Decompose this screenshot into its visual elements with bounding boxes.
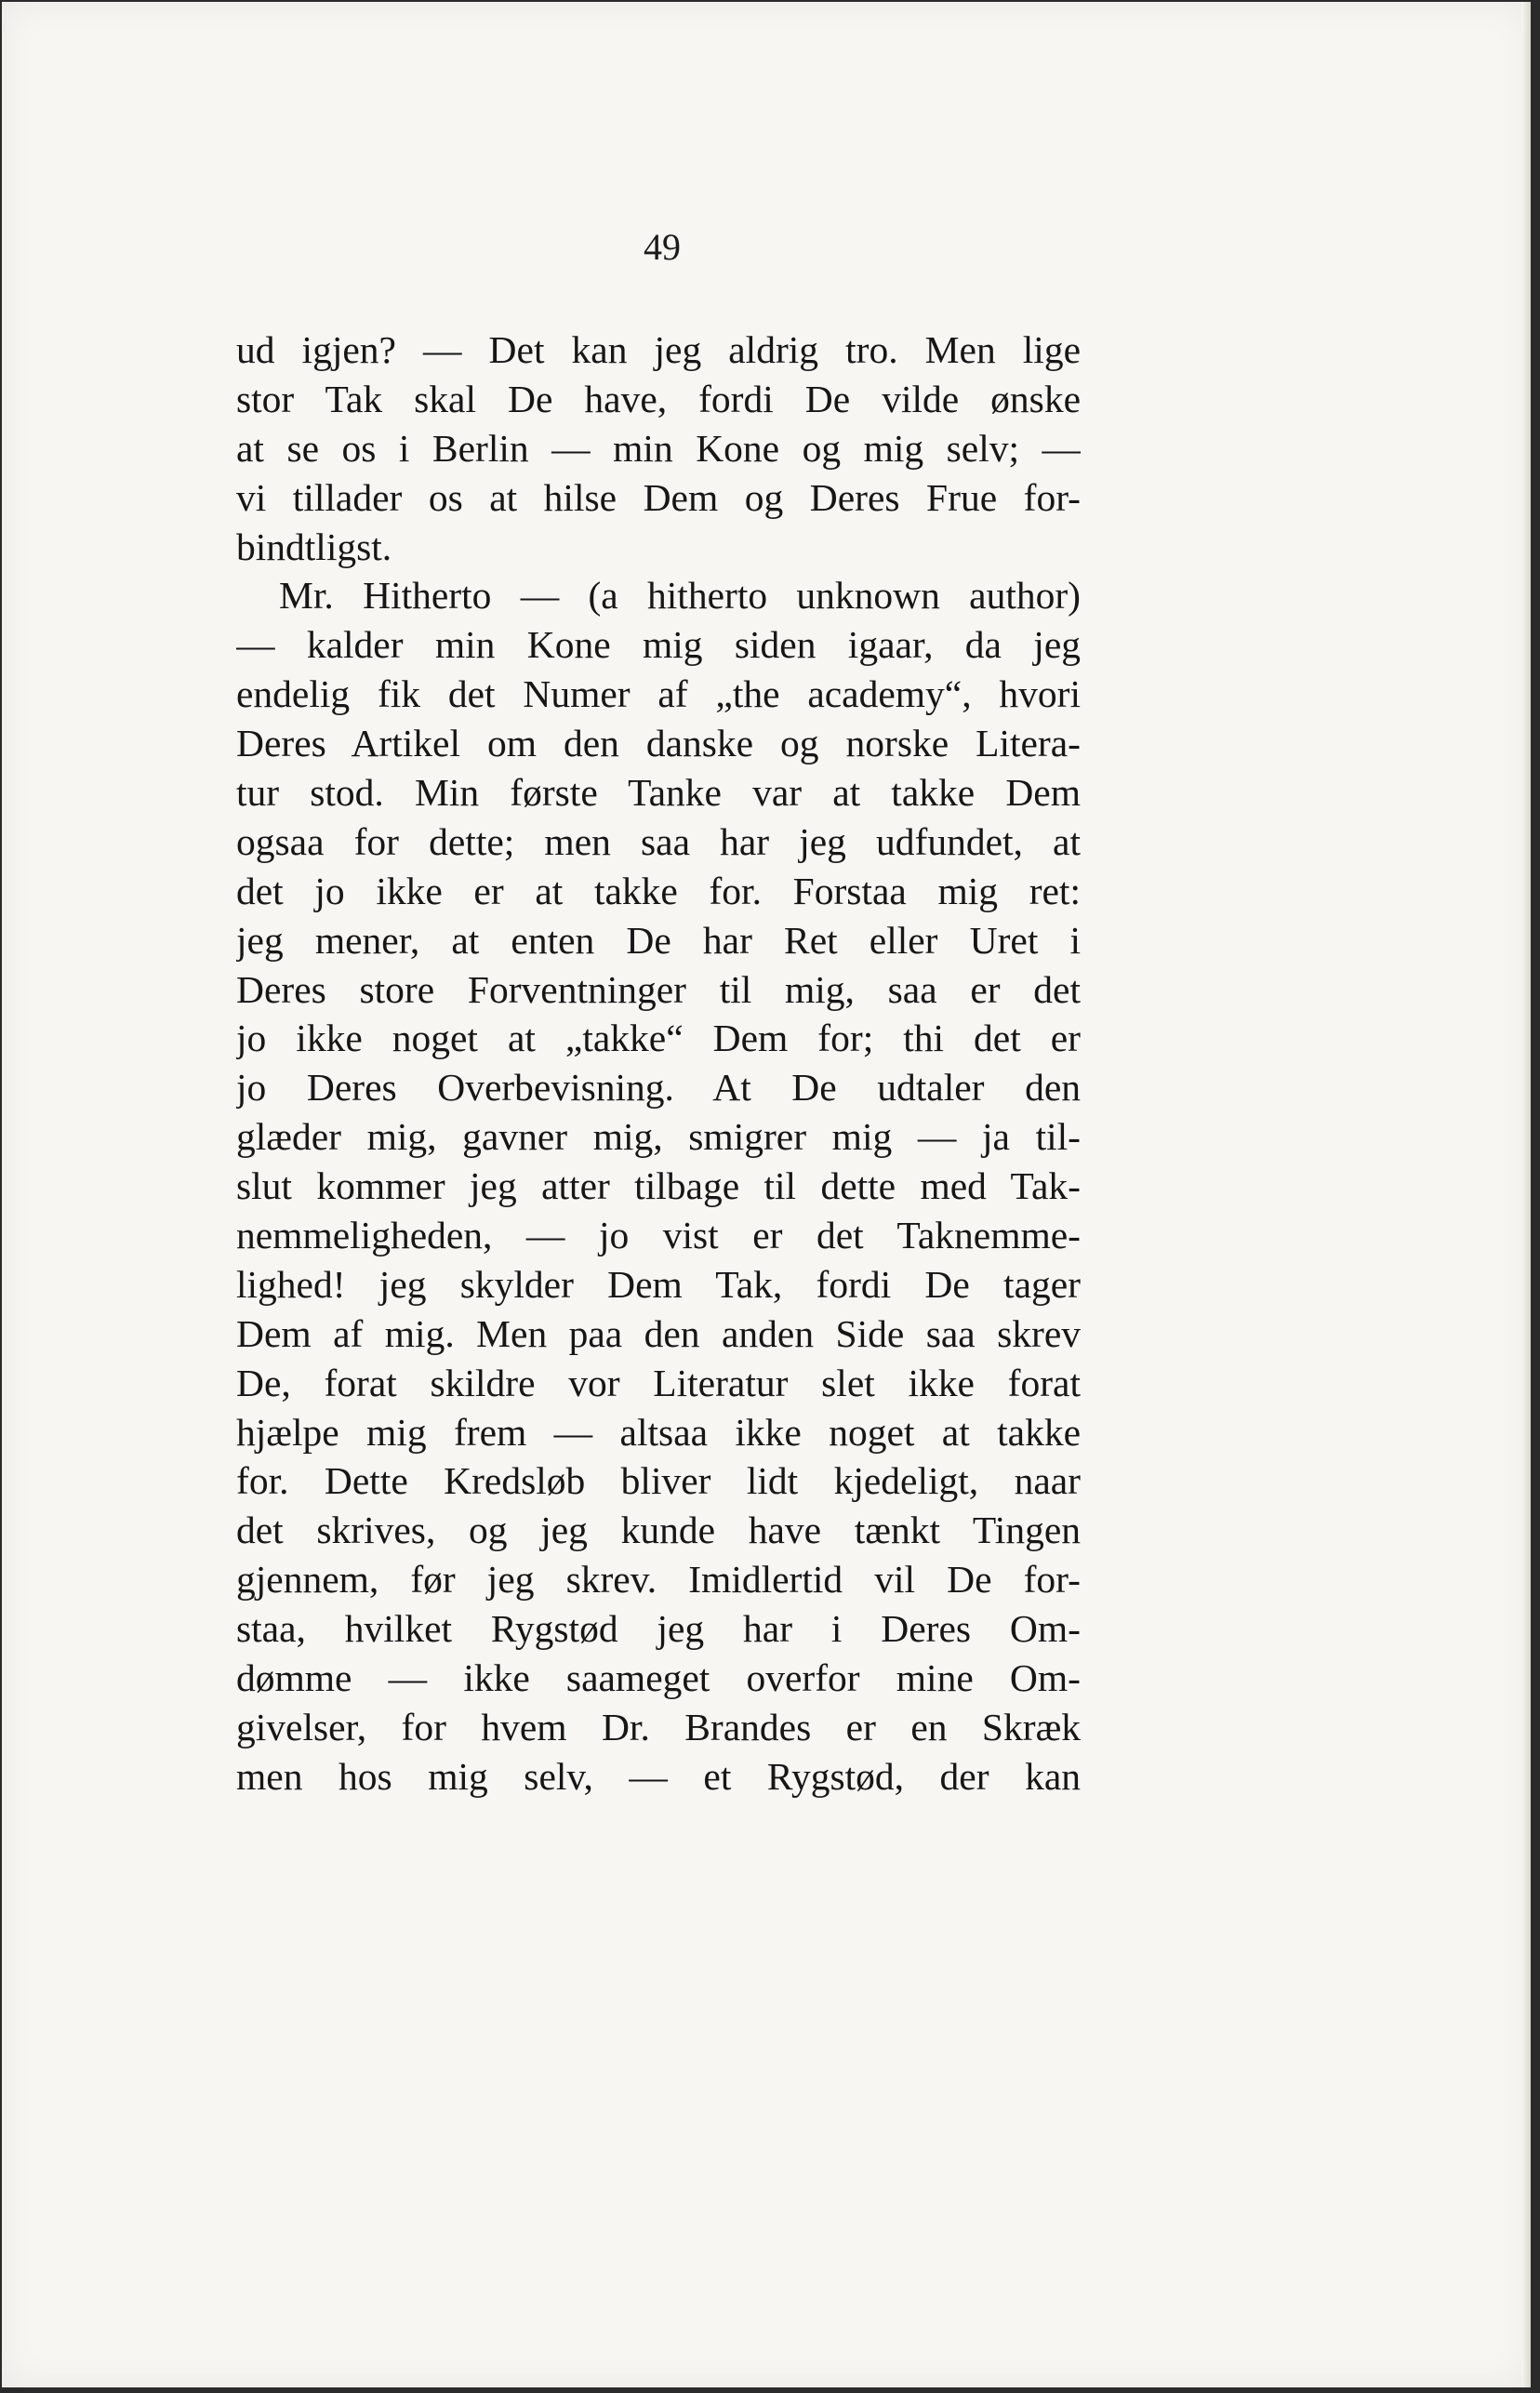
text-line: det skrives, og jeg kunde have tænkt Tingen: [236, 1509, 1081, 1552]
text-line: De, forat skildre vor Literatur slet ikke forat: [236, 1361, 1081, 1404]
text-line: men hos mig selv, — et Rygstød, der kan: [236, 1754, 1081, 1798]
text-line: givelser, for hvem Dr. Brandes er en Skræk: [236, 1705, 1081, 1748]
text-line: jeg mener, at enten De har Ret eller Uret i: [236, 918, 1081, 962]
text-line: glæder mig, gavner mig, smigrer mig — ja til-: [236, 1115, 1081, 1159]
text-line: jo Deres Overbevisning. At De udtaler den: [236, 1066, 1081, 1110]
text-line: Mr. Hitherto — (a hitherto unknown author): [279, 574, 1081, 618]
page-edge-shadow: [1521, 2, 1531, 2387]
text-line: for. Dette Kredsløb bliver lidt kjedeligt, naar: [236, 1459, 1081, 1503]
document-page: [2, 2, 1531, 2387]
text-line: tur stod. Min første Tanke var at takke Dem: [236, 771, 1081, 815]
text-line: slut kommer jeg atter tilbage til dette med Tak-: [236, 1164, 1081, 1208]
text-line: nemmeligheden, — jo vist er det Taknemme-: [236, 1214, 1081, 1257]
text-line: at se os i Berlin — min Kone og mig selv; —: [236, 426, 1081, 470]
text-line: dømme — ikke saameget overfor mine Om-: [236, 1656, 1081, 1700]
text-line: Deres store Forventninger til mig, saa er det: [236, 967, 1081, 1011]
text-line: lighed! jeg skylder Dem Tak, fordi De tager: [236, 1262, 1081, 1306]
text-line: vi tillader os at hilse Dem og Deres Frue for-: [236, 475, 1081, 519]
text-line: jo ikke noget at „takke“ Dem for; thi det er: [236, 1017, 1081, 1060]
text-line: bindtligst.: [236, 525, 392, 568]
text-line: endelig fik det Numer af „the academy“, hvori: [236, 672, 1081, 716]
text-line: Deres Artikel om den danske og norske Litera-: [236, 722, 1081, 765]
page-number: 49: [644, 226, 681, 268]
text-line: det jo ikke er at takke for. Forstaa mig ret:: [236, 869, 1081, 912]
text-line: ogsaa for dette; men saa har jeg udfundet, at: [236, 819, 1081, 863]
text-line: — kalder min Kone mig siden igaar, da jeg: [236, 623, 1081, 667]
text-line: ud igjen? — Det kan jeg aldrig tro. Men lige: [236, 328, 1081, 371]
body-text: [236, 326, 1081, 1801]
text-line: Dem af mig. Men paa den anden Side saa skrev: [236, 1311, 1081, 1355]
text-line: hjælpe mig frem — altsaa ikke noget at takke: [236, 1410, 1081, 1454]
text-line: gjennem, før jeg skrev. Imidlertid vil De for-: [236, 1558, 1081, 1602]
text-line: staa, hvilket Rygstød jeg har i Deres Om-: [236, 1607, 1081, 1651]
text-line: stor Tak skal De have, fordi De vilde ønske: [236, 377, 1081, 420]
